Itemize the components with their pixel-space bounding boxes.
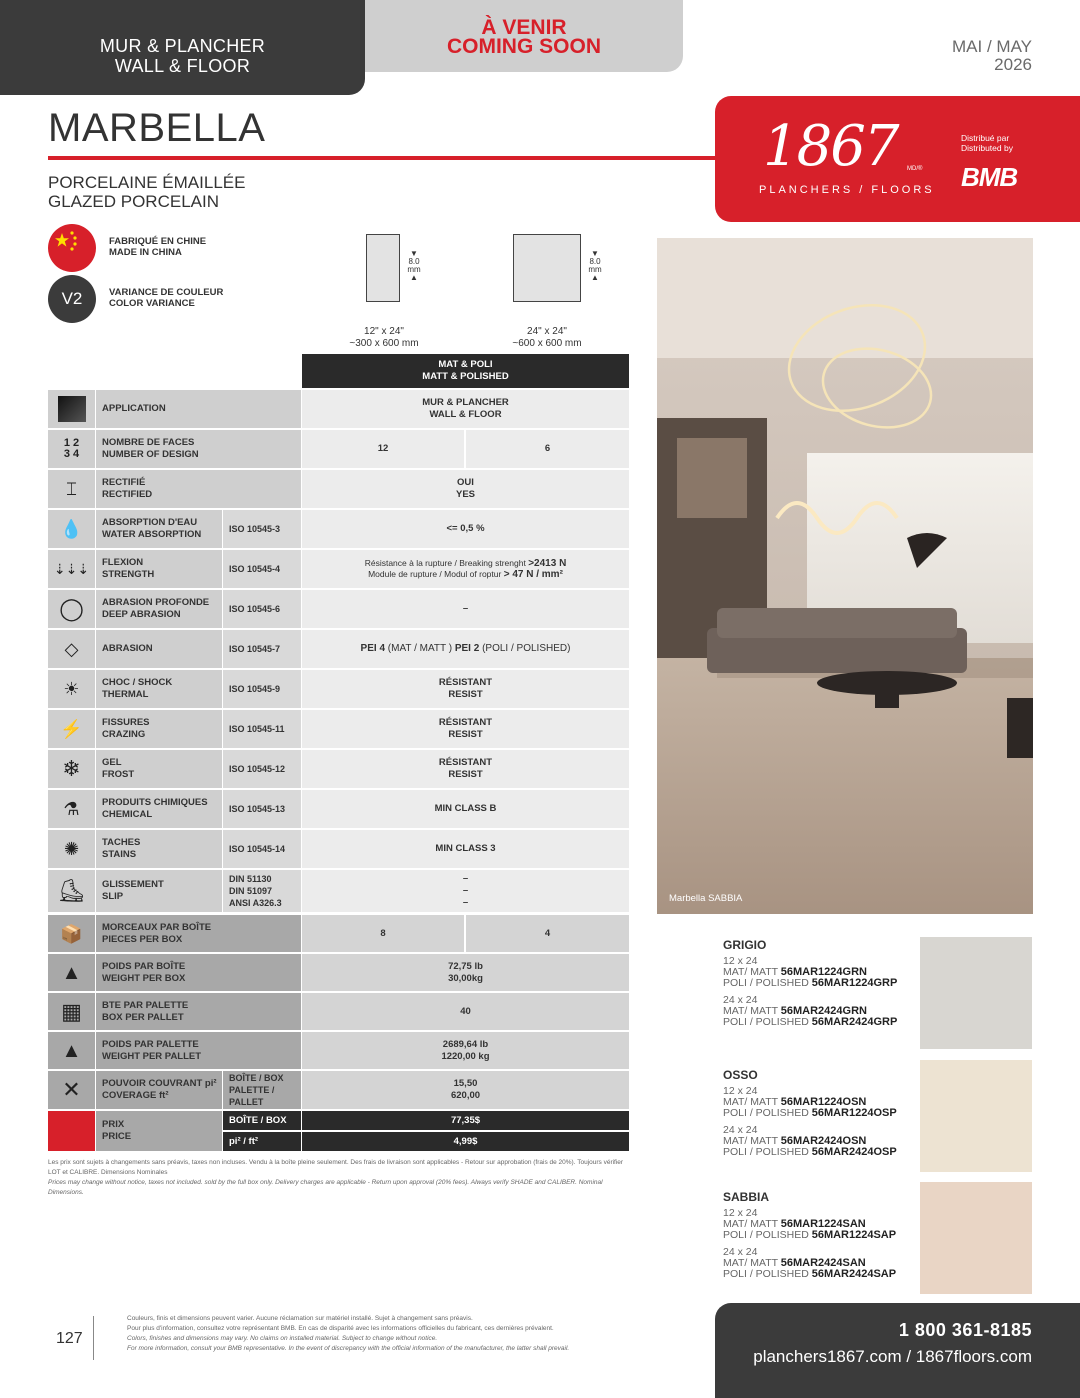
size-line: 12 x 24 [723, 1207, 758, 1219]
price-label: PRIX PRICE [96, 1111, 222, 1151]
frost-iso: ISO 10545-12 [223, 750, 301, 788]
thermal-iso: ISO 10545-9 [223, 670, 301, 708]
distributed-en: Distributed by [961, 143, 1013, 153]
strength-arrows-icon: ⇣⇣⇣ [48, 550, 95, 588]
variance-badge: V2 [48, 275, 96, 323]
status-tab [365, 0, 683, 72]
swatch-sabbia [920, 1182, 1032, 1294]
rectified-icon: ⌶ [48, 470, 95, 508]
pallet-weight-label: POIDS PAR PALETTE WEIGHT PER PALLET [96, 1032, 301, 1069]
snowflake-icon: ❄ [48, 750, 95, 788]
thickness-24x24: ▼ 8.0 mm ▲ [588, 249, 602, 282]
box-pallet-label: BTE PAR PALETTE BOX PER PALLET [96, 993, 301, 1030]
pricing-notes [48, 1158, 628, 1198]
page-number-divider [93, 1316, 94, 1360]
contact-block [715, 1303, 1080, 1398]
weight-icon: ▲ [48, 954, 95, 991]
brand-logo: 1867 [763, 114, 898, 179]
sku-line: MAT/ MATT 56MAR1224SAN [723, 1218, 866, 1230]
application-label: APPLICATION [96, 390, 301, 428]
thermal-label: CHOC / SHOCK THERMAL [96, 670, 222, 708]
deep-abrasion-icon: ◯ [48, 590, 95, 628]
product-type-en: GLAZED PORCELAIN [48, 192, 219, 211]
abrasion-value: PEI 4 (MAT / MATT ) PEI 2 (POLI / POLISHED) [302, 630, 629, 668]
absorption-label: ABSORPTION D'EAU WATER ABSORPTION [96, 510, 222, 548]
room-photo [657, 238, 1033, 914]
size-line: 24 x 24 [723, 994, 758, 1006]
flexion-label: FLEXION STRENGTH [96, 550, 222, 588]
sku-line: POLI / POLISHED 56MAR2424SAP [723, 1268, 897, 1280]
deep-abrasion-label: ABRASION PROFONDE DEEP ABRASION [96, 590, 222, 628]
variance-fr: VARIANCE DE COULEUR [109, 287, 224, 298]
sku-line: MAT/ MATT 56MAR2424GRN [723, 1005, 867, 1017]
footer-note-en-1: Colors, finishes and dimensions may vary. No claims on installed material. Subject to change without notice. [127, 1335, 438, 1342]
sku-line: POLI / POLISHED 56MAR2424GRP [723, 1016, 898, 1028]
brand-trademark: MD/® [907, 166, 923, 172]
issue-date [952, 38, 1032, 74]
pricing-notes-fr: Les prix sont sujets à changements sans préavis, taxes non incluses. Vendu à la boîte pleine seulement. Des frais de livraison sont applicables - Retour sur approbation (frais de 20%). Toujours vérifier LOT et CALIBRE. Dimensions Nominales [48, 1159, 624, 1176]
coverage-arrows-icon: ✕ [48, 1071, 95, 1109]
abrasion-iso: ISO 10545-7 [223, 630, 301, 668]
faces-label: NOMBRE DE FACES NUMBER OF DESIGN [96, 430, 301, 468]
tile-format-12x24-icon [366, 234, 400, 302]
frost-label: GEL FROST [96, 750, 222, 788]
box-pallet-value: 40 [302, 993, 629, 1030]
coverage-value: 15,50 620,00 [302, 1071, 629, 1109]
pallet-weight-icon: ▲ [48, 1032, 95, 1069]
color-name: SABBIA [723, 1190, 770, 1204]
status-en: COMING SOON [446, 35, 601, 58]
swatch-grigio [920, 937, 1032, 1049]
distributed-fr: Distribué par [961, 133, 1010, 143]
rectified-value: OUI YES [302, 470, 629, 508]
color-osso [723, 1068, 923, 1158]
absorption-iso: ISO 10545-3 [223, 510, 301, 548]
issue-month: MAI / MAY [952, 37, 1032, 56]
thermal-shock-icon: ☀ [48, 670, 95, 708]
price-marker [48, 1111, 95, 1151]
price-unit-sqft: pi² / ft² [223, 1132, 301, 1151]
swatch-osso [920, 1060, 1032, 1172]
format-label-12x24: 12" x 24" ~300 x 600 mm [349, 326, 419, 349]
crazing-value: RÉSISTANT RESIST [302, 710, 629, 748]
color-name: OSSO [723, 1068, 758, 1082]
finish-header: MAT & POLI MATT & POLISHED [302, 354, 629, 388]
rectified-label: RECTIFIÉ RECTIFIED [96, 470, 301, 508]
water-drops-icon: 💧 [48, 510, 95, 548]
category-tab [0, 0, 365, 95]
stains-value: MIN CLASS 3 [302, 830, 629, 868]
format-label-24x24: 24" x 24" ~600 x 600 mm [512, 326, 582, 349]
crazing-iso: ISO 10545-11 [223, 710, 301, 748]
sku-line: MAT/ MATT 56MAR2424OSN [723, 1135, 867, 1147]
sku-line: MAT/ MATT 56MAR1224OSN [723, 1096, 867, 1108]
absorption-value: <= 0,5 % [302, 510, 629, 548]
price-sqft-value: 4,99$ [302, 1132, 629, 1151]
sku-line: MAT/ MATT 56MAR2424SAN [723, 1257, 866, 1269]
slip-value: – – – [302, 870, 629, 912]
photo-caption: Marbella SABBIA [669, 893, 743, 904]
stains-icon: ✺ [48, 830, 95, 868]
application-value: MUR & PLANCHER WALL & FLOOR [302, 390, 629, 428]
thickness-12x24: ▼ 8.0 mm ▲ [407, 249, 421, 282]
diamond-icon: ◇ [48, 630, 95, 668]
abrasion-label: ABRASION [96, 630, 222, 668]
chemical-iso: ISO 10545-13 [223, 790, 301, 828]
pieces-label: MORCEAUX PAR BOÎTE PIECES PER BOX [96, 915, 301, 952]
flexion-iso: ISO 10545-4 [223, 550, 301, 588]
category-en: WALL & FLOOR [114, 56, 251, 76]
footer-note-fr-2: Pour plus d'information, consultez votre représentant BMB. En cas de disparité avec les informations officielles du fabricant, ces dernières prévalent. [127, 1325, 554, 1332]
chemical-value: MIN CLASS B [302, 790, 629, 828]
color-sabbia [723, 1190, 923, 1280]
price-box-value: 77,35$ [302, 1111, 629, 1130]
crazing-label: FISSURES CRAZING [96, 710, 222, 748]
chemical-label: PRODUITS CHIMIQUES CHEMICAL [96, 790, 222, 828]
china-flag-icon [48, 224, 96, 272]
sku-line: POLI / POLISHED 56MAR2424OSP [723, 1146, 897, 1158]
sku-line: POLI / POLISHED 56MAR1224GRP [723, 977, 898, 989]
number-grid-icon: 1 2 3 4 [48, 430, 95, 468]
brand-banner [715, 96, 1080, 222]
stains-iso: ISO 10545-14 [223, 830, 301, 868]
status-fr: À VENIR [481, 16, 567, 39]
coverage-units: BOÎTE / BOX PALETTE / PALLET [223, 1071, 301, 1109]
pallet-boxes-icon: ▦ [48, 993, 95, 1030]
color-name: GRIGIO [723, 938, 767, 952]
category-fr: MUR & PLANCHER [99, 36, 266, 56]
variance-en: COLOR VARIANCE [109, 298, 195, 309]
box-weight-value: 72,75 lb 30,00kg [302, 954, 629, 991]
sku-line: MAT/ MATT 56MAR1224GRN [723, 966, 867, 978]
phone-number[interactable]: 1 800 361-8185 [898, 1320, 1032, 1340]
page-number: 127 [56, 1330, 83, 1347]
crazing-icon: ⚡ [48, 710, 95, 748]
distributed-by [961, 133, 1013, 153]
sku-line: POLI / POLISHED 56MAR1224SAP [723, 1229, 897, 1241]
issue-year: 2026 [994, 55, 1032, 74]
title-divider [48, 156, 718, 160]
chemical-flask-icon: ⚗ [48, 790, 95, 828]
price-unit-box: BOÎTE / BOX [223, 1111, 301, 1130]
website-links[interactable]: planchers1867.com / 1867floors.com [753, 1347, 1032, 1366]
faces-12x24-value: 12 [302, 430, 464, 468]
frost-value: RÉSISTANT RESIST [302, 750, 629, 788]
pricing-notes-en: Prices may change without notice, taxes not included. sold by the full box only. Delivery charges are applicable - Return upon approval (20% fees). Always verify SHADE and CALIBER. Nominal Dimensions. [48, 1179, 603, 1196]
variance-text [109, 287, 223, 309]
slip-shoe-icon: ⛸ [48, 870, 95, 912]
color-grigio [723, 938, 923, 1028]
size-line: 12 x 24 [723, 955, 758, 967]
slip-iso: DIN 51130 DIN 51097 ANSI A326.3 [223, 870, 301, 912]
footer-note-fr-1: Couleurs, finis et dimensions peuvent varier. Aucune réclamation sur matériel installé. Sujet à changement sans préavis. [127, 1315, 473, 1322]
size-line: 24 x 24 [723, 1124, 758, 1136]
origin-en: MADE IN CHINA [109, 247, 182, 258]
box-weight-label: POIDS PAR BOÎTE WEIGHT PER BOX [96, 954, 301, 991]
pieces-24x24-value: 4 [466, 915, 629, 952]
footer-notes [127, 1314, 627, 1354]
deep-abrasion-value: – [302, 590, 629, 628]
footer-note-en-2: For more information, consult your BMB representative. In the event of discrepancy with the official information of the manufacturer, the latter shall prevail. [127, 1345, 570, 1352]
pallet-weight-value: 2689,64 lb 1220,00 kg [302, 1032, 629, 1069]
coverage-label: POUVOIR COUVRANT pi² COVERAGE ft² [96, 1071, 222, 1109]
boxes-icon: 📦 [48, 915, 95, 952]
pieces-12x24-value: 8 [302, 915, 464, 952]
distributor-logo: BMB [961, 162, 1018, 192]
deep-abrasion-iso: ISO 10545-6 [223, 590, 301, 628]
flexion-value: Résistance à la rupture / Breaking strenght >2413 N Module de rupture / Modul of roptur > 47 N / mm² [302, 550, 629, 588]
application-icon [48, 390, 95, 428]
product-type [48, 173, 245, 211]
size-line: 12 x 24 [723, 1085, 758, 1097]
faces-24x24-value: 6 [466, 430, 629, 468]
brand-tagline: PLANCHERS / FLOORS [759, 184, 935, 196]
stains-label: TACHES STAINS [96, 830, 222, 868]
product-title: MARBELLA [48, 106, 266, 150]
thermal-value: RÉSISTANT RESIST [302, 670, 629, 708]
living-room-illustration [657, 238, 1033, 914]
origin-text [109, 236, 206, 258]
tile-format-24x24-icon [513, 234, 581, 302]
sku-line: POLI / POLISHED 56MAR1224OSP [723, 1107, 897, 1119]
slip-label: GLISSEMENT SLIP [96, 870, 222, 912]
origin-fr: FABRIQUÉ EN CHINE [109, 236, 207, 247]
product-type-fr: PORCELAINE ÉMAILLÉE [48, 173, 246, 192]
size-line: 24 x 24 [723, 1246, 758, 1258]
